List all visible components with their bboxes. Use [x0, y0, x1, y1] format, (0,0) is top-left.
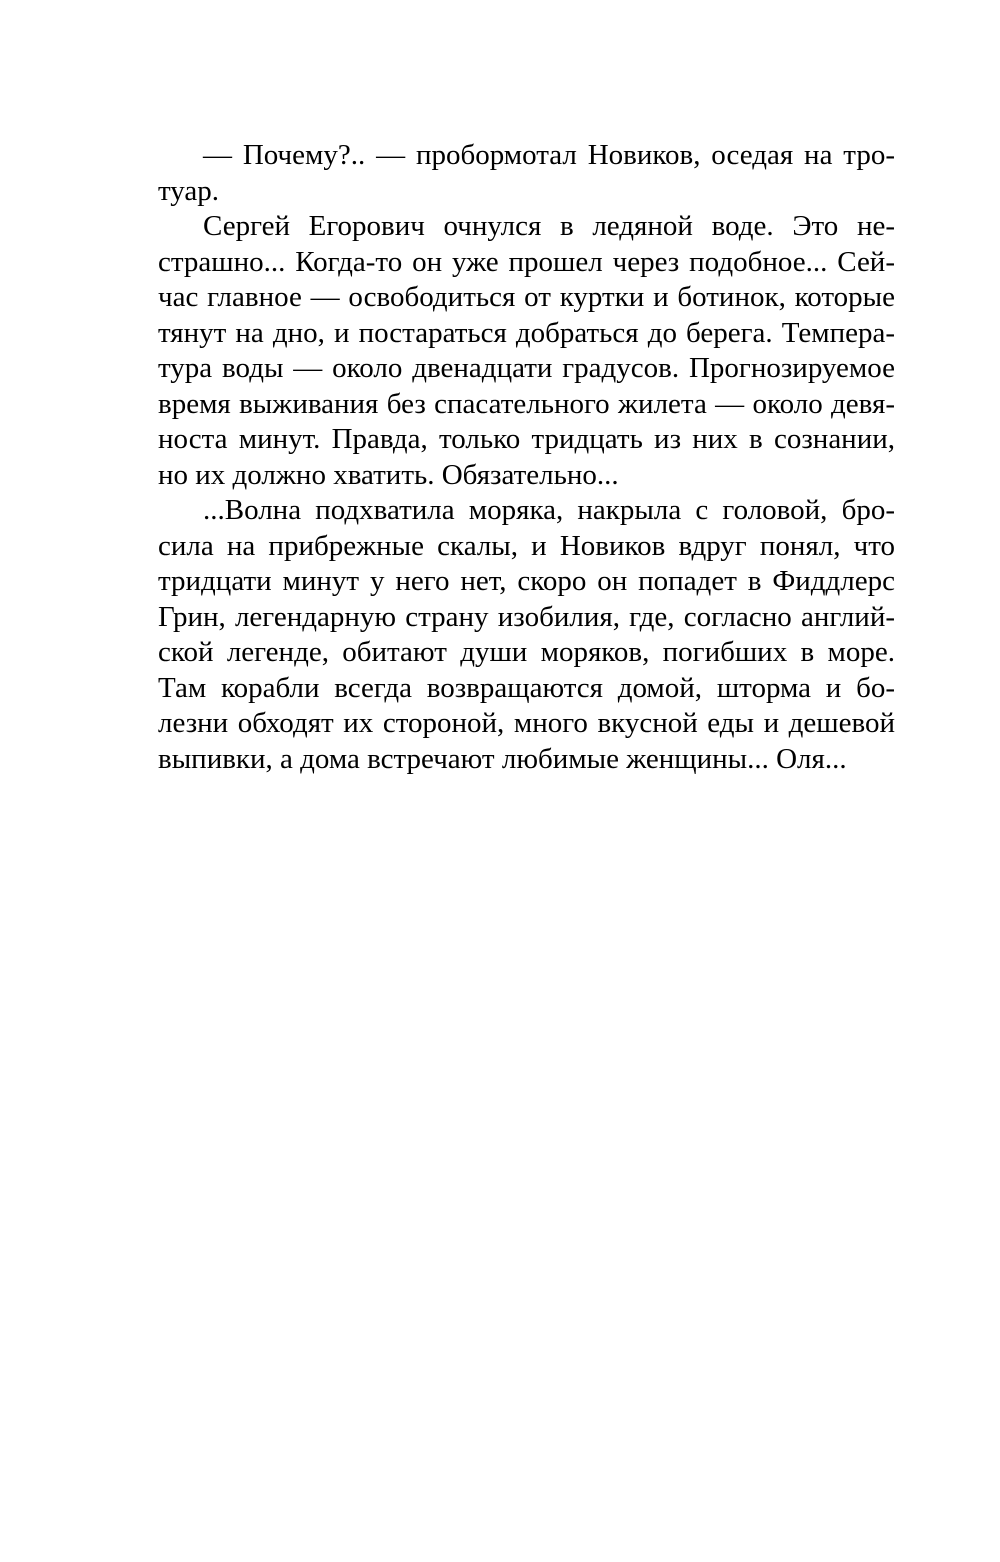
- text-line: — Почему?.. — пробормотал Новиков, оседая на тро-: [203, 139, 895, 171]
- text-line: страшно... Когда-то он уже прошел через подобное... Сей-: [158, 245, 895, 278]
- text-line: тридцати минут у него нет, скоро он попадет в Фиддлерс: [158, 565, 895, 597]
- paragraph: [158, 209, 895, 493]
- text-line: но их должно хватить. Обязательно...: [158, 458, 619, 491]
- text-line: тура воды — около двенадцати градусов. Прогнозируемое: [158, 352, 895, 384]
- text-block: [158, 138, 895, 777]
- text-line: Сергей Егорович очнулся в ледяной воде. Это не-: [203, 210, 895, 242]
- text-line: ...Волна подхватила моряка, накрыла с головой, бро-: [203, 494, 895, 526]
- text-line: Там корабли всегда возвращаются домой, шторма и бо-: [158, 671, 895, 704]
- text-line: тянут на дно, и постараться добраться до берега. Темпера-: [158, 316, 895, 349]
- text-line: ской легенде, обитают души моряков, погибших в море.: [158, 636, 895, 668]
- text-line: время выживания без спасательного жилета — около девя-: [158, 387, 895, 420]
- text-line: сила на прибрежные скалы, и Новиков вдруг понял, что: [158, 529, 895, 562]
- paragraph: [158, 138, 895, 209]
- text-line: лезни обходят их стороной, много вкусной еды и дешевой: [158, 707, 895, 739]
- paragraph: [158, 493, 895, 777]
- text-line: носта минут. Правда, только тридцать из них в сознании,: [158, 423, 895, 455]
- text-line: выпивки, а дома встречают любимые женщины... Оля...: [158, 742, 847, 775]
- text-line: Грин, легендарную страну изобилия, где, согласно англий-: [158, 600, 895, 633]
- text-line: час главное — освободиться от куртки и ботинок, которые: [158, 281, 895, 313]
- text-line: туар.: [158, 174, 220, 207]
